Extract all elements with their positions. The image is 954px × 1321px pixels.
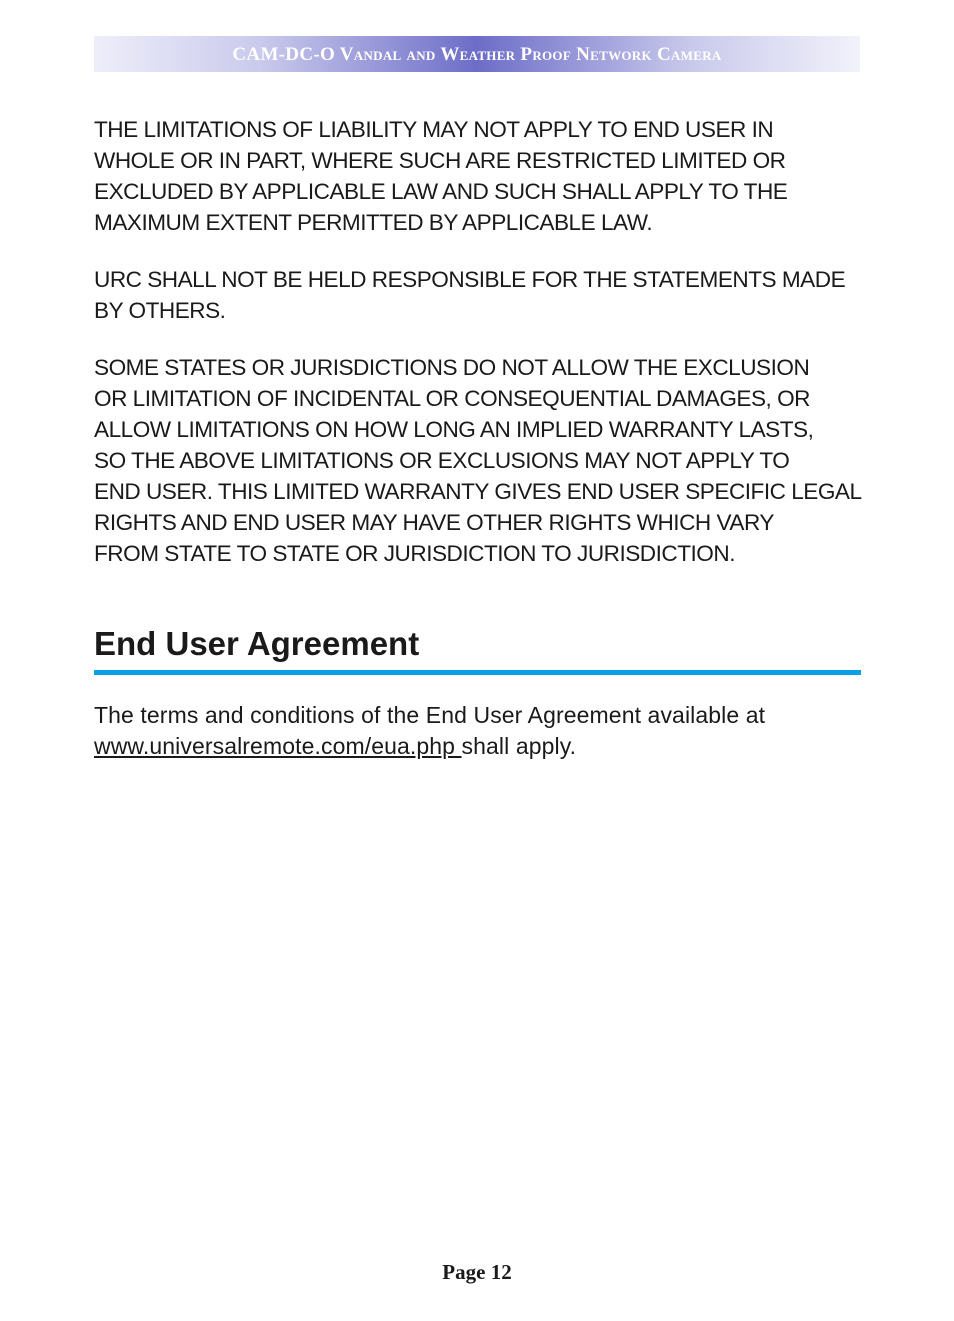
end-user-agreement-text — [94, 700, 864, 762]
liability-section — [94, 114, 864, 595]
eua-text-after-link: shall apply. — [461, 733, 577, 759]
eua-link[interactable]: www.universalremote.com/eua.php — [94, 733, 462, 759]
page-number: Page 12 — [442, 1260, 512, 1284]
paragraph-jurisdictions: SOME STATES OR JURISDICTIONS DO NOT ALLOW THE EXCLUSION OR LIMITATION OF INCIDENTAL OR CONSEQUENTIAL DAMAGES, OR ALLOW LIMITATIONS ON HOW LONG AN IMPLIED WARRANTY LASTS, SO THE ABOVE LIMITATIONS OR EXCLUSIONS MAY NOT APPLY TO END USER. THIS LIMITED WARRANTY GIVES END USER SPECIFIC LEGAL RIGHTS AND END USER MAY HAVE OTHER RIGHTS WHICH VARY FROM STATE TO STATE OR JURISDICTION TO JURISDICTION. — [94, 355, 862, 566]
paragraph-limitations: THE LIMITATIONS OF LIABILITY MAY NOT APPLY TO END USER IN WHOLE OR IN PART, WHERE SUCH ARE RESTRICTED LIMITED OR EXCLUDED BY APPLICABLE LAW AND SUCH SHALL APPLY TO THE MAXIMUM EXTENT PERMITTED BY APPLICABLE LAW. — [94, 117, 788, 235]
eua-text-before-link: The terms and conditions of the End User Agreement available at — [94, 702, 766, 728]
page-header-bar — [94, 36, 860, 72]
page-header-title: CAM-DC-O Vandal and Weather Proof Network Camera — [232, 43, 722, 65]
section-heading-end-user-agreement: End User Agreement — [94, 622, 861, 675]
paragraph-statements: URC SHALL NOT BE HELD RESPONSIBLE FOR THE STATEMENTS MADE BY OTHERS. — [94, 267, 846, 323]
